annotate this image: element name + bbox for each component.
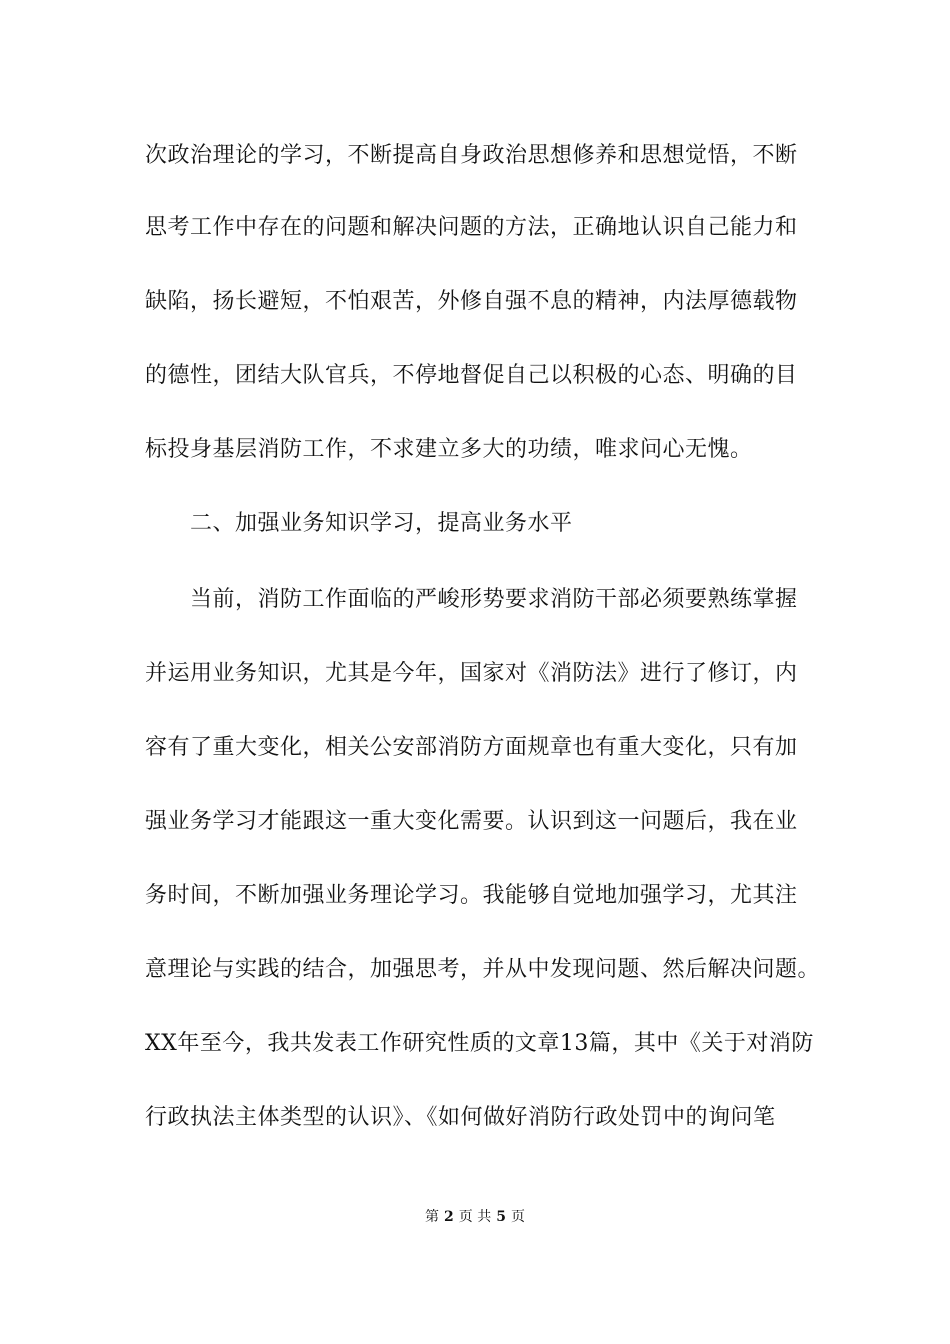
footer-middle: 页 共 xyxy=(458,1209,492,1225)
body-text-line: 当前，消防工作面临的严峻形势要求消防干部必须要熟练掌握 xyxy=(190,587,798,612)
current-page-number: 2 xyxy=(444,1209,454,1225)
body-text-line: 次政治理论的学习，不断提高自身政治思想修养和思想觉悟，不断 xyxy=(145,143,798,168)
body-text-line: 缺陷，扬长避短，不怕艰苦，外修自强不息的精神，内法厚德载物 xyxy=(145,289,798,314)
page-footer xyxy=(0,1207,950,1227)
body-text-line: 容有了重大变化，相关公安部消防方面规章也有重大变化，只有加 xyxy=(145,735,798,760)
body-text-line: 行政执法主体类型的认识》、《如何做好消防行政处罚中的询问笔 xyxy=(145,1105,776,1130)
body-text-line: 的德性，团结大队官兵，不停地督促自己以积极的心态、明确的目 xyxy=(145,363,798,388)
body-text-line: 意理论与实践的结合，加强思考，并从中发现问题、然后解决问题。 xyxy=(145,957,821,982)
section-heading: 二、加强业务知识学习，提高业务水平 xyxy=(190,511,573,536)
body-text-line: 思考工作中存在的问题和解决问题的方法，正确地认识自己能力和 xyxy=(145,215,798,240)
footer-suffix: 页 xyxy=(510,1209,525,1225)
body-text-line: 标投身基层消防工作，不求建立多大的功绩，唯求问心无愧。 xyxy=(145,437,753,462)
footer-prefix: 第 xyxy=(425,1209,440,1225)
total-pages-number: 5 xyxy=(496,1209,506,1225)
body-text-line: 并运用业务知识，尤其是今年，国家对《消防法》进行了修订，内 xyxy=(145,661,798,686)
body-text-line: 务时间，不断加强业务理论学习。我能够自觉地加强学习，尤其注 xyxy=(145,883,798,908)
body-text-line: XX年至今，我共发表工作研究性质的文章13篇，其中《关于对消防 xyxy=(145,1031,814,1056)
body-text-line: 强业务学习才能跟这一重大变化需要。认识到这一问题后，我在业 xyxy=(145,809,798,834)
